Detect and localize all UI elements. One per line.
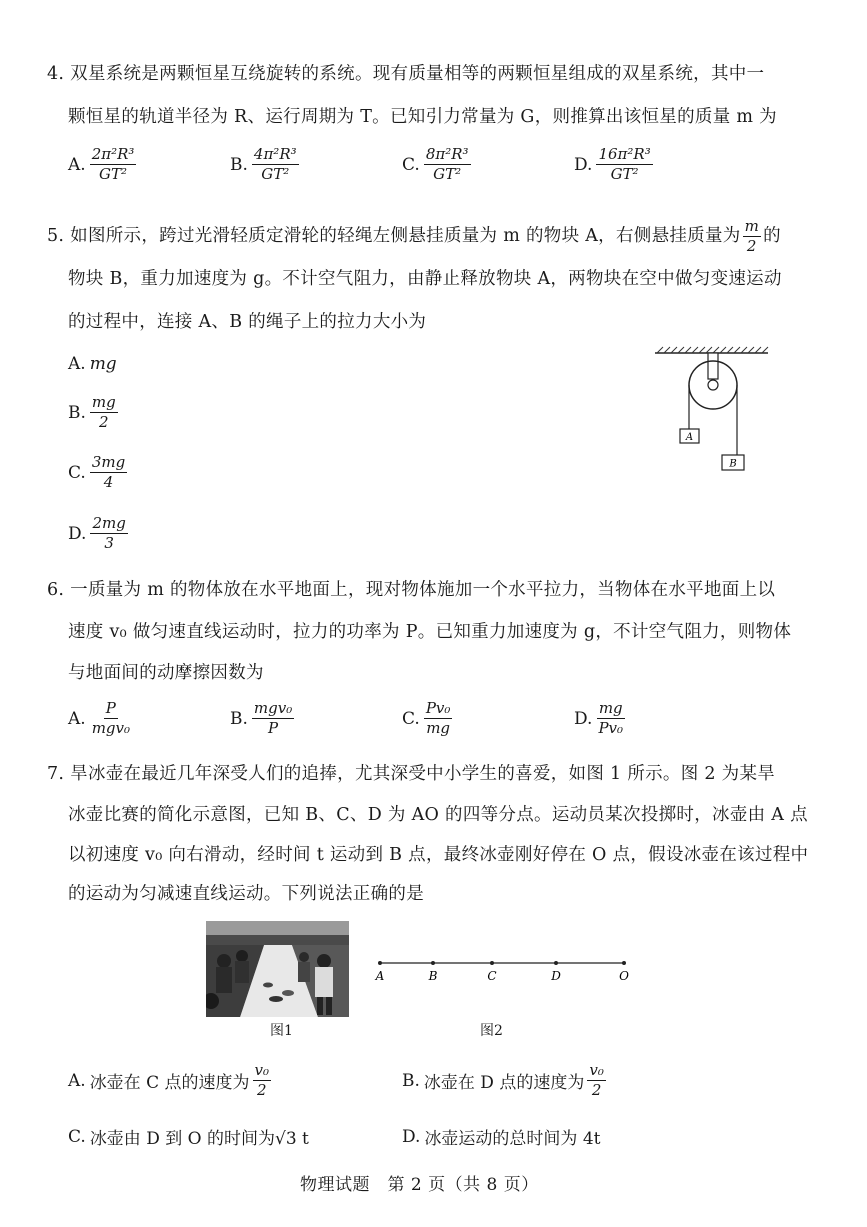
q5-option-b[interactable]: B. $\frac{mg}{2}$ [68,393,116,432]
q6-stem-line2: 速度 v₀ 做匀速直线运动时，拉力的功率为 P。已知重力加速度为 g，不计空气阻力，则物体 [68,622,792,642]
q4-stem-line1: 4. 双星系统是两颗恒星互绕旋转的系统。现有质量相等的两颗恒星组成的双星系统，其中一 [47,64,765,84]
q5-stem-line1: 5. 如图所示，跨过光滑轻质定滑轮的轻绳左侧悬挂质量为 m 的物块 A，右侧悬挂质量为 $\frac{m}{2}$ 的 [47,217,781,256]
figure2-caption: 图2 [480,1023,503,1039]
q5-option-d[interactable]: D. $\frac{2mg}{3}$ [68,514,126,553]
fraction: $\frac{2mg}{3}$ [92,514,126,553]
q7-option-d[interactable]: D. 冰壶运动的总时间为 4t [402,1126,601,1149]
fraction: $\frac{mg}{2}$ [91,393,116,432]
q7-stem-line2: 冰壶比赛的简化示意图，已知 B、C、D 为 AO 的四等分点。运动员某次投掷时，冰壶由 A 点 [68,805,808,825]
q7-option-c[interactable]: C. 冰壶由 D 到 O 的时间为√3 t [68,1126,309,1149]
q4-option-b[interactable]: B. $\frac{\text{4π²R³}}{\text{GT²}}$ [230,145,297,184]
point-d-label: D [551,969,561,983]
q4-option-a[interactable]: A. $\frac{\text{2π²R³}}{\text{GT²}}$ [68,145,135,184]
q7-stem-line4: 的运动为匀减速直线运动。下列说法正确的是 [68,884,424,904]
pulley-axle [708,380,718,390]
point-c-label: C [487,969,497,983]
block-b-label: B [729,458,737,470]
q7-stem-line3: 以初速度 v₀ 向右滑动，经时间 t 运动到 B 点，最终冰壶刚好停在 O 点，假设冰壶在该过程中 [68,845,809,865]
q5-option-c[interactable]: C. $\frac{3mg}{4}$ [68,453,126,492]
fraction: $\frac{m}{2}$ [744,217,760,256]
curling-photo [206,921,349,1017]
q5-stem-line2: 物块 B，重力加速度为 g。不计空气阻力，由静止释放物块 A，两物块在空中做匀变速运动 [68,269,782,289]
fraction: $\frac{\text{16π²R³}}{\text{GT²}}$ [598,145,651,184]
q6-option-b[interactable]: B. $\frac{\text{mgv₀}}{P}$ [230,699,293,738]
fraction: $\frac{mg}{\text{Pv₀}}$ [598,699,624,738]
fraction: $\frac{\text{2π²R³}}{\text{GT²}}$ [91,145,135,184]
fraction: $\frac{\text{mgv₀}}{P}$ [253,699,293,738]
point-a-label: A [375,969,385,983]
point-o-dot [622,961,626,965]
q5-option-a[interactable]: A. mg [68,354,117,374]
point-c-dot [490,961,494,965]
q4-stem-line2: 颗恒星的轨道半径为 R、运行周期为 T。已知引力常量为 G，则推算出该恒星的质量 m 为 [68,107,777,127]
fraction: $\frac{\text{v₀}}{2}$ [254,1061,270,1100]
q6-option-d[interactable]: D. $\frac{mg}{\text{Pv₀}}$ [574,699,624,738]
page-footer: 物理试题 第 2 页（共 8 页） [300,1175,539,1195]
q5-stem-line3: 的过程中，连接 A、B 的绳子上的拉力大小为 [68,312,427,332]
fraction: $\frac{\text{8π²R³}}{\text{GT²}}$ [425,145,469,184]
q6-option-a[interactable]: A. $\frac{P}{\text{mgv₀}}$ [68,699,131,738]
point-b-label: B [428,969,438,983]
fraction: $\frac{\text{4π²R³}}{\text{GT²}}$ [253,145,297,184]
q7-option-a[interactable]: A. 冰壶在 C 点的速度为 $\frac{\text{v₀}}{2}$ [68,1061,270,1100]
point-b-dot [431,961,435,965]
fraction: $\frac{3mg}{4}$ [91,453,126,492]
q7-option-b[interactable]: B. 冰壶在 D 点的速度为 $\frac{\text{v₀}}{2}$ [402,1061,604,1100]
q7-stem-line1: 7. 旱冰壶在最近几年深受人们的追捧，尤其深受中小学生的喜爱，如图 1 所示。图 2 为某旱 [47,764,776,784]
fraction: $\frac{\text{v₀}}{2}$ [589,1061,604,1100]
q4-option-d[interactable]: D. $\frac{\text{16π²R³}}{\text{GT²}}$ [574,145,651,184]
pulley-figure [650,345,775,480]
q6-option-c[interactable]: C. $\frac{\text{Pv₀}}{mg}$ [402,699,451,738]
fraction: $\frac{\text{Pv₀}}{mg}$ [425,699,451,738]
track-diagram [372,950,637,986]
point-a-dot [378,961,382,965]
point-d-dot [554,961,558,965]
ceiling-hatch [655,347,768,353]
figure1-caption: 图1 [270,1023,293,1039]
fraction: $\frac{P}{\text{mgv₀}}$ [91,699,131,738]
q6-stem-line1: 6. 一质量为 m 的物体放在水平地面上，现对物体施加一个水平拉力，当物体在水平地面上以 [47,580,776,600]
q6-stem-line3: 与地面间的动摩擦因数为 [68,663,264,683]
point-o-label: O [619,969,629,983]
block-a-label: A [685,432,694,443]
q4-option-c[interactable]: C. $\frac{\text{8π²R³}}{\text{GT²}}$ [402,145,469,184]
pulley-mount [708,353,718,379]
